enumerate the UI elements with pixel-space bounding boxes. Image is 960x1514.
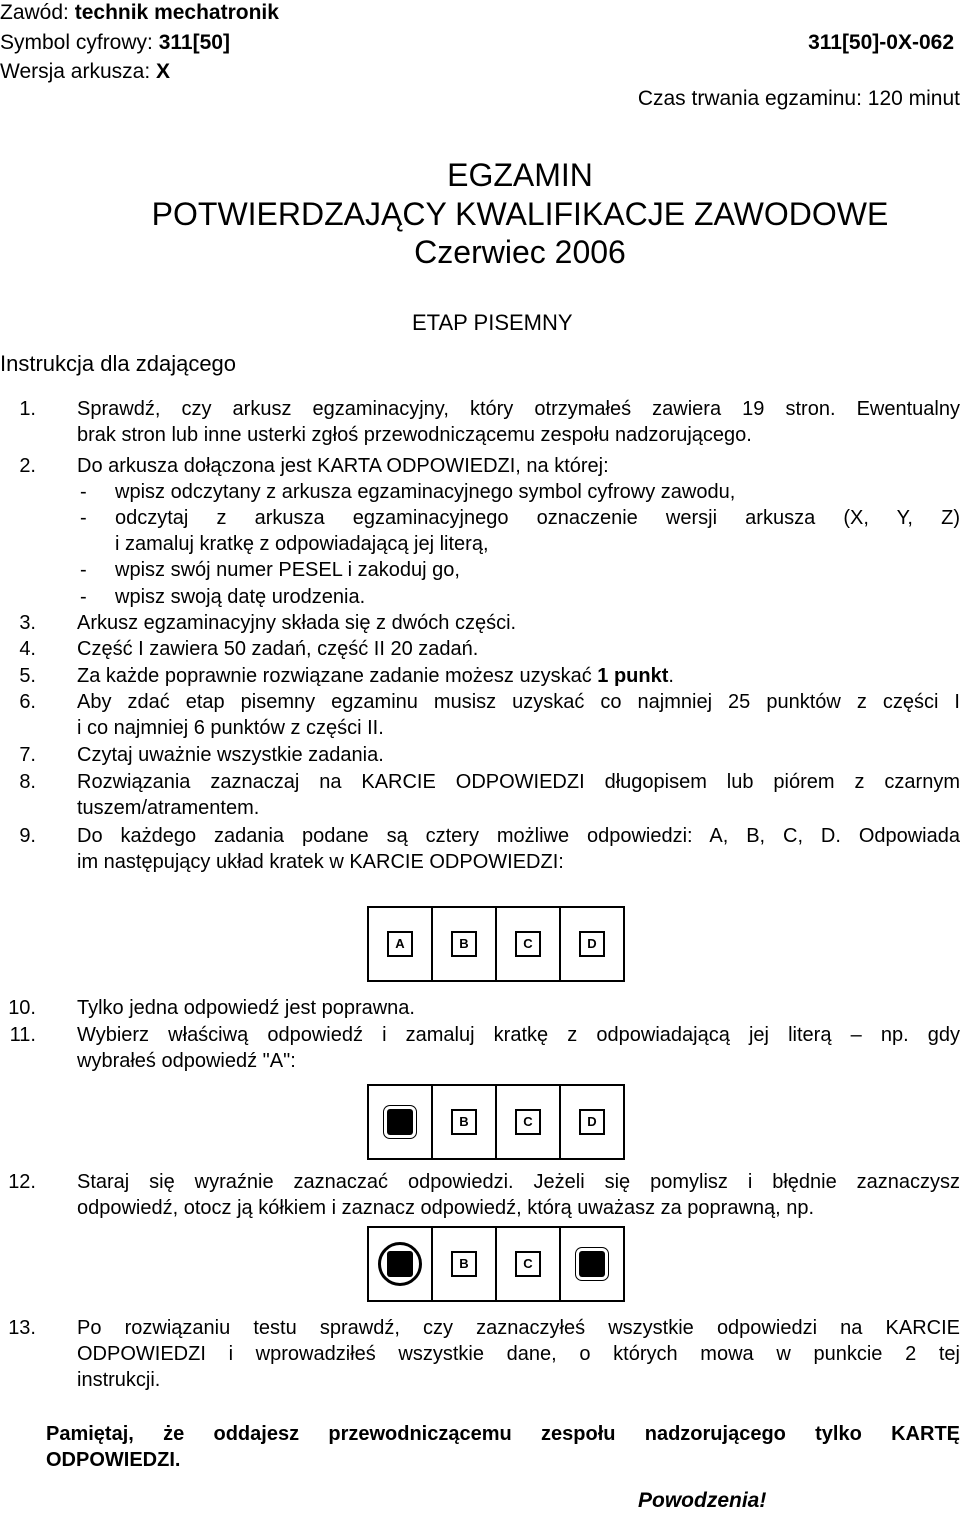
answer-cell-c	[495, 1084, 561, 1160]
zawod-value: technik mechatronik	[74, 1, 279, 24]
answer-cell-c	[495, 1226, 561, 1302]
answer-box-c: C	[515, 931, 541, 957]
symbol-value: 311[50]	[158, 31, 230, 54]
title-line-3: Czerwiec 2006	[414, 234, 626, 270]
item-2-dash-1: -	[80, 481, 87, 503]
filled-box-icon	[387, 1109, 413, 1135]
answer-cell-a-filled	[367, 1084, 433, 1160]
item-1-text: Sprawdź, czy arkusz egzaminacyjny, który otrzymałeś zawiera 19 stron. Ewentualny brak stron lub inne usterki zgłoś przewodniczącemu zespołu nadzorującego.	[77, 398, 960, 446]
answer-cell-a-circled	[367, 1226, 433, 1302]
etap-heading: ETAP PISEMNY	[412, 310, 573, 335]
filled-box-icon	[579, 1251, 605, 1277]
item-13-number: 13.	[8, 1317, 36, 1339]
answer-box-b: B	[451, 1109, 477, 1135]
item-2-text: Do arkusza dołączona jest KARTA ODPOWIEDZI, na której:	[77, 455, 609, 477]
item-4-text: Część I zawiera 50 zadań, część II 20 zadań.	[77, 638, 479, 660]
circled-mark-icon	[378, 1242, 422, 1286]
wersja-line	[0, 59, 170, 85]
item-9-number: 9.	[19, 825, 36, 847]
exam-code: 311[50]-0X-062	[808, 31, 954, 54]
item-2-number: 2.	[19, 455, 36, 477]
item-2-sub-1: wpisz odczytany z arkusza egzaminacyjnego symbol cyfrowy zawodu,	[115, 481, 736, 503]
item-12-text: Staraj się wyraźnie zaznaczać odpowiedzi. Jeżeli się pomylisz i błędnie zaznaczysz odpowiedź, otocz ją kółkiem i zaznacz odpowiedź, którą uważasz za poprawną, np.	[77, 1171, 960, 1219]
item-8-number: 8.	[19, 771, 36, 793]
answer-cell-d	[559, 906, 625, 982]
item-3-number: 3.	[19, 612, 36, 634]
item-8-text: Rozwiązania zaznaczaj na KARCIE ODPOWIEDZI długopisem lub piórem z czarnym tuszem/atramentem.	[77, 771, 960, 819]
wersja-label: Wersja arkusza:	[0, 60, 151, 83]
item-2-sub-3: wpisz swój numer PESEL i zakoduj go,	[115, 559, 460, 581]
symbol-label: Symbol cyfrowy:	[0, 31, 153, 54]
item-10-number: 10.	[8, 997, 36, 1019]
exam-duration: Czas trwania egzaminu: 120 minut	[637, 87, 960, 110]
good-luck: Powodzenia!	[638, 1489, 767, 1512]
answer-cell-d-filled	[559, 1226, 625, 1302]
answer-cell-c	[495, 906, 561, 982]
item-2-sub-2: odczytaj z arkusza egzaminacyjnego oznaczenie wersji arkusza (X, Y, Z) i zamaluj kratkę z odpowiadającą jej literą,	[115, 507, 960, 555]
answer-cell-b	[431, 1084, 497, 1160]
item-9-text: Do każdego zadania podane są cztery możliwe odpowiedzi: A, B, C, D. Odpowiada im następujący układ kratek w KARCIE ODPOWIEDZI:	[77, 825, 960, 873]
item-11-text: Wybierz właściwą odpowiedź i zamaluj kratkę z odpowiadającą jej literą – np. gdy wybrałeś odpowiedź "A":	[77, 1024, 960, 1072]
answer-box-b: B	[451, 1251, 477, 1277]
instruction-heading: Instrukcja dla zdającego	[0, 351, 237, 376]
answer-cell-b	[431, 1226, 497, 1302]
answer-grid-marked-a	[367, 1084, 623, 1160]
item-13-text: Po rozwiązaniu testu sprawdź, czy zaznaczyłeś wszystkie odpowiedzi na KARCIE ODPOWIEDZI i wprowadziłeś wszystkie dane, o których mowa w punkcie 2 tej instrukcji.	[77, 1317, 960, 1391]
item-7-text: Czytaj uważnie wszystkie zadania.	[77, 744, 384, 766]
reminder-text: Pamiętaj, że oddajesz przewodniczącemu zespołu nadzorującego tylko KARTĘ ODPOWIEDZI.	[46, 1423, 960, 1471]
item-2-dash-4: -	[80, 586, 87, 608]
item-2-dash-2: -	[80, 507, 87, 529]
item-3-text: Arkusz egzaminacyjny składa się z dwóch części.	[77, 612, 517, 634]
item-6-text: Aby zdać etap pisemny egzaminu musisz uzyskać co najmniej 25 punktów z części I i co najmniej 6 punktów z części II.	[77, 691, 960, 739]
item-7-number: 7.	[19, 744, 36, 766]
answer-box-d: D	[579, 1109, 605, 1135]
title-line-2: POTWIERDZAJĄCY KWALIFIKACJE ZAWODOWE	[151, 196, 889, 232]
item-5-number: 5.	[19, 665, 36, 687]
answer-box-c: C	[515, 1109, 541, 1135]
item-2-sub-4: wpisz swoją datę urodzenia.	[115, 586, 366, 608]
item-12-number: 12.	[8, 1171, 36, 1193]
zawod-line	[0, 0, 279, 26]
answer-cell-d	[559, 1084, 625, 1160]
item-2-dash-3: -	[80, 559, 87, 581]
answer-grid-corrected	[367, 1226, 623, 1302]
item-5-text: Za każde poprawnie rozwiązane zadanie możesz uzyskać 1 punkt.	[77, 665, 674, 687]
answer-cell-a	[367, 906, 433, 982]
wersja-value: X	[156, 60, 171, 83]
answer-cell-b	[431, 906, 497, 982]
answer-grid-example	[367, 906, 623, 982]
filled-box-icon	[387, 1251, 413, 1277]
point-value: 1 punkt	[597, 665, 669, 687]
item-10-text: Tylko jedna odpowiedź jest poprawna.	[77, 997, 415, 1019]
answer-box-b: B	[451, 931, 477, 957]
answer-box-c: C	[515, 1251, 541, 1277]
item-11-number: 11.	[9, 1024, 36, 1046]
answer-box-d: D	[579, 931, 605, 957]
item-6-number: 6.	[19, 691, 36, 713]
answer-box-a: A	[387, 931, 413, 957]
symbol-line	[0, 30, 230, 56]
item-1-number: 1.	[19, 398, 36, 420]
item-4-number: 4.	[19, 638, 36, 660]
zawod-label: Zawód:	[0, 1, 69, 24]
title-line-1: EGZAMIN	[447, 157, 593, 193]
